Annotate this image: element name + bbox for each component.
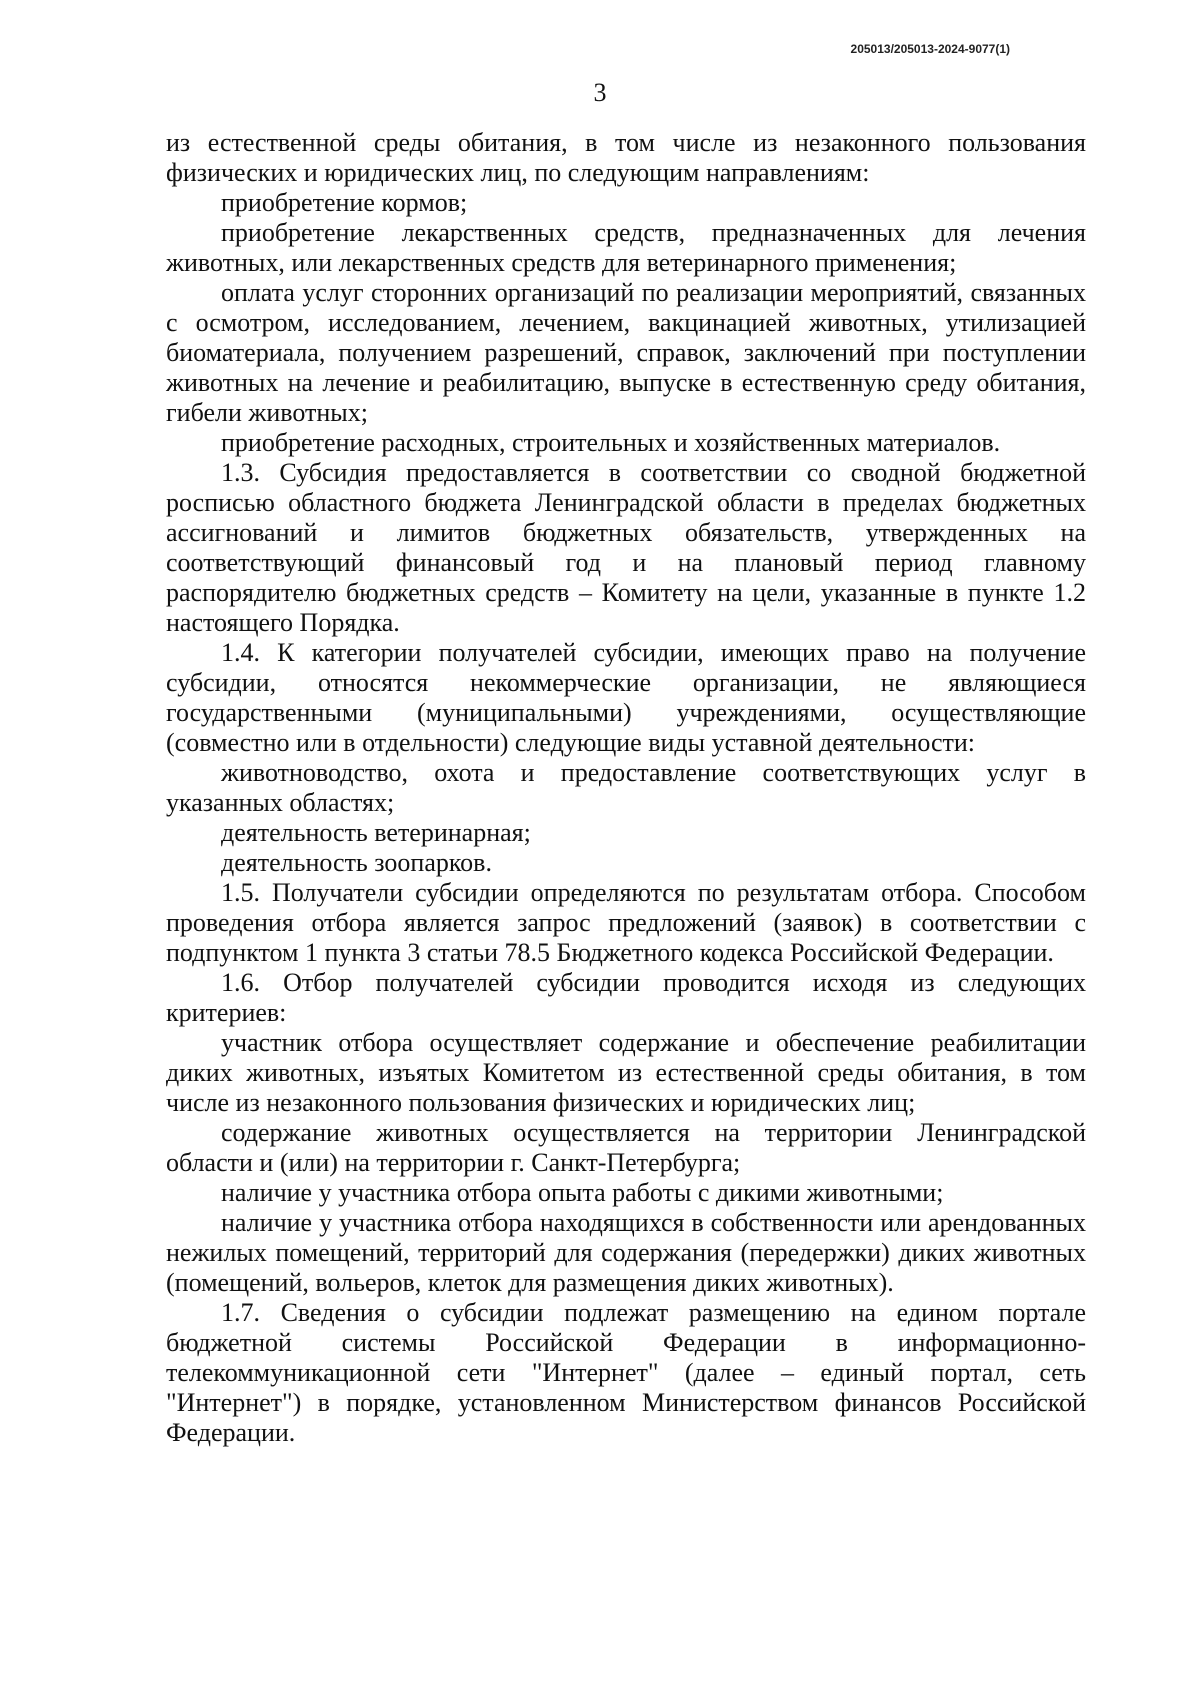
paragraph: 1.6. Отбор получателей субсидии проводится исходя из следующих критериев:	[166, 968, 1086, 1027]
page-number: 3	[593, 78, 607, 107]
paragraph: 1.5. Получатели субсидии определяются по результатам отбора. Способом проведения отбора является запрос предложений (заявок) в соответствии с подпунктом 1 пункта 3 статьи 78.5 Бюджетного кодекса Российской Федерации.	[166, 878, 1086, 967]
paragraph: наличие у участника отбора находящихся в собственности или арендованных нежилых помещений, территорий для содержания (передержки) диких животных (помещений, вольеров, клеток для размещения диких животных).	[166, 1208, 1086, 1297]
paragraph: 1.7. Сведения о субсидии подлежат размещению на едином портале бюджетной системы Российской Федерации в информационно-телекоммуникационной сети "Интернет" (далее – единый портал, сеть "Интернет") в порядке, установленном Министерством финансов Российской Федерации.	[166, 1298, 1086, 1447]
paragraph: из естественной среды обитания, в том числе из незаконного пользования физических и юридических лиц, по следующим направлениям:	[166, 128, 1086, 187]
paragraph: наличие у участника отбора опыта работы с дикими животными;	[221, 1178, 944, 1207]
paragraph: животноводство, охота и предоставление соответствующих услуг в указанных областях;	[166, 758, 1086, 817]
paragraph: приобретение кормов;	[221, 188, 468, 217]
paragraph: деятельность ветеринарная;	[221, 818, 531, 847]
document-body	[166, 128, 1086, 1448]
paragraph: приобретение расходных, строительных и хозяйственных материалов.	[221, 428, 1001, 457]
paragraph: приобретение лекарственных средств, предназначенных для лечения животных, или лекарственных средств для ветеринарного применения;	[166, 218, 1086, 277]
paragraph: содержание животных осуществляется на территории Ленинградской области и (или) на территории г. Санкт-Петербурга;	[166, 1118, 1086, 1177]
paragraph: участник отбора осуществляет содержание и обеспечение реабилитации диких животных, изъятых Комитетом из естественной среды обитания, в том числе из незаконного пользования физических и юридических лиц;	[166, 1028, 1086, 1117]
paragraph: 1.3. Субсидия предоставляется в соответствии со сводной бюджетной росписью областного бюджета Ленинградской области в пределах бюджетных ассигнований и лимитов бюджетных обязательств, утвержденных на соответствующий финансовый год и на плановый период главному распорядителю бюджетных средств – Комитету на цели, указанные в пункте 1.2 настоящего Порядка.	[166, 458, 1086, 637]
paragraph: деятельность зоопарков.	[221, 848, 492, 877]
document-id: 205013/205013-2024-9077(1)	[850, 42, 1010, 56]
paragraph: 1.4. К категории получателей субсидии, имеющих право на получение субсидии, относятся некоммерческие организации, не являющиеся государственными (муниципальными) учреждениями, осуществляющие (совместно или в отдельности) следующие виды уставной деятельности:	[166, 638, 1086, 757]
paragraph: оплата услуг сторонних организаций по реализации мероприятий, связанных с осмотром, исследованием, лечением, вакцинацией животных, утилизацией биоматериала, получением разрешений, справок, заключений при поступлении животных на лечение и реабилитацию, выпуске в естественную среду обитания, гибели животных;	[166, 278, 1086, 427]
